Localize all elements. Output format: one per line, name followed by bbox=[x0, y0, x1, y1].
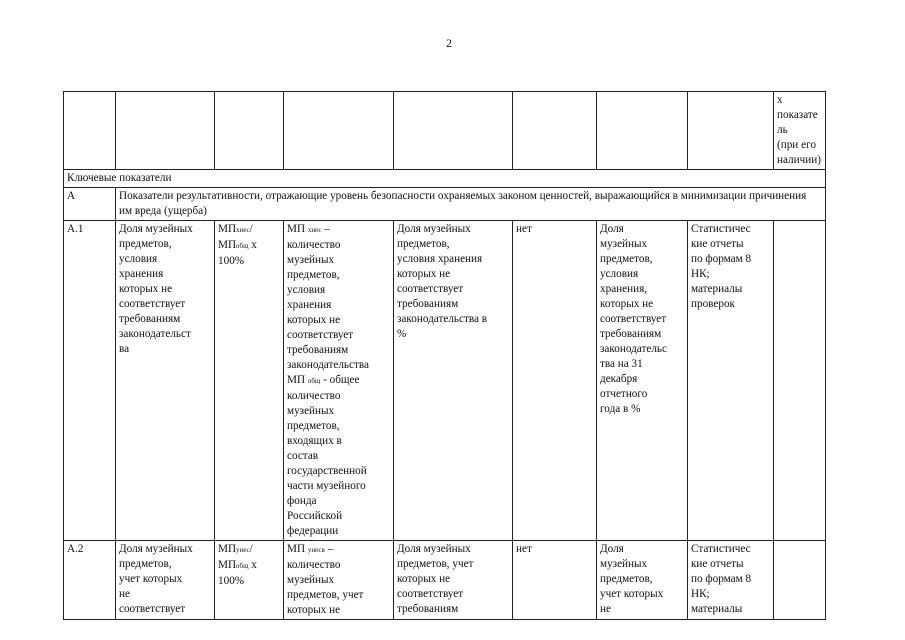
col7-text: Доля музейных предметов, условия хранения, которых не соответствует требованиям законодательс тва на 31 декабря отчетного года в % bbox=[600, 223, 667, 415]
table-row-group bbox=[64, 188, 826, 221]
definitions-text bbox=[287, 542, 390, 618]
row-name-text: Доля музейных предметов, условия хранения которых не соответствует требованиям законодательст ва bbox=[119, 223, 193, 355]
table-row-top bbox=[64, 92, 826, 170]
table-cell bbox=[688, 92, 774, 170]
table-row-section bbox=[64, 170, 826, 188]
formula-mid: / МП bbox=[218, 543, 253, 571]
row-source bbox=[688, 221, 774, 541]
formula-tail: х 100% bbox=[218, 239, 257, 267]
row-col6: нет bbox=[513, 221, 597, 541]
group-code: А bbox=[64, 188, 116, 221]
col7-text: Доля музейных предметов, учет которых не bbox=[600, 543, 664, 615]
row-name bbox=[116, 541, 215, 620]
def-text: - общее количество музейных предметов, входящих в состав государственной части музейного фонда Российской федерации bbox=[287, 374, 367, 537]
description-text: Доля музейных предметов, учет которых не соответствует требованиям bbox=[397, 543, 474, 615]
table-cell bbox=[513, 92, 597, 170]
formula-tail: х 100% bbox=[218, 559, 257, 587]
def-subscript: хнес bbox=[307, 226, 322, 234]
table-cell bbox=[215, 92, 284, 170]
table-cell bbox=[284, 92, 394, 170]
row-formula bbox=[215, 221, 284, 541]
table-row bbox=[64, 221, 826, 541]
table-cell bbox=[64, 92, 116, 170]
row-col7 bbox=[597, 221, 688, 541]
table-cell bbox=[774, 221, 826, 541]
table-row bbox=[64, 541, 826, 620]
table-cell bbox=[116, 92, 215, 170]
table-cell bbox=[597, 92, 688, 170]
table-cell-indicator-note bbox=[774, 92, 826, 170]
row-code: А.1 bbox=[64, 221, 116, 541]
table-cell bbox=[774, 541, 826, 620]
formula-subscript: хнес bbox=[236, 226, 250, 234]
row-definitions bbox=[284, 221, 394, 541]
formula-main: МП bbox=[218, 223, 237, 235]
formula-text bbox=[218, 542, 280, 589]
row-name-text: Доля музейных предметов, учет которых не соответствует bbox=[119, 543, 193, 615]
row-col7 bbox=[597, 541, 688, 620]
formula-main: МП bbox=[218, 543, 237, 555]
def-text: – количество музейных предметов, учет которых не bbox=[287, 543, 364, 616]
formula-subscript: общ bbox=[236, 242, 249, 250]
row-source bbox=[688, 541, 774, 620]
def-main: МП bbox=[287, 223, 308, 235]
formula-subscript: общ bbox=[236, 562, 249, 570]
source-text: Статистичес кие отчеты по формам 8 НК; материалы проверок bbox=[691, 223, 752, 310]
definitions-text bbox=[287, 222, 390, 539]
page-number: 2 bbox=[446, 36, 452, 50]
indicator-note-text: х показатель (при его наличии) bbox=[777, 94, 821, 166]
table-cell bbox=[394, 92, 513, 170]
row-code: А.2 bbox=[64, 541, 116, 620]
def-main: МП bbox=[287, 374, 308, 386]
row-formula bbox=[215, 541, 284, 620]
row-name bbox=[116, 221, 215, 541]
indicators-table bbox=[63, 91, 826, 620]
def-main: МП bbox=[287, 543, 308, 555]
row-description bbox=[394, 221, 513, 541]
section-heading: Ключевые показатели bbox=[64, 170, 826, 188]
def-text: – количество музейных предметов, условия хранения которых не соответствует требованиям законодательства bbox=[287, 223, 369, 371]
row-col6: нет bbox=[513, 541, 597, 620]
group-text: Показатели результативности, отражающие уровень безопасности охраняемых законом ценностей, выражающийся в минимизации причинения им вреда (ущерба) bbox=[116, 188, 826, 221]
row-definitions bbox=[284, 541, 394, 620]
formula-mid: / МП bbox=[218, 223, 253, 251]
formula-subscript: унес bbox=[236, 546, 250, 554]
def-subscript: общ bbox=[307, 377, 321, 385]
def-subscript: унесв bbox=[307, 546, 325, 554]
formula-text bbox=[218, 222, 280, 269]
source-text: Статистичес кие отчеты по формам 8 НК; материалы bbox=[691, 543, 752, 615]
description-text: Доля музейных предметов, условия хранения которых не соответствует требованиям законодательства в % bbox=[397, 223, 488, 340]
row-description bbox=[394, 541, 513, 620]
